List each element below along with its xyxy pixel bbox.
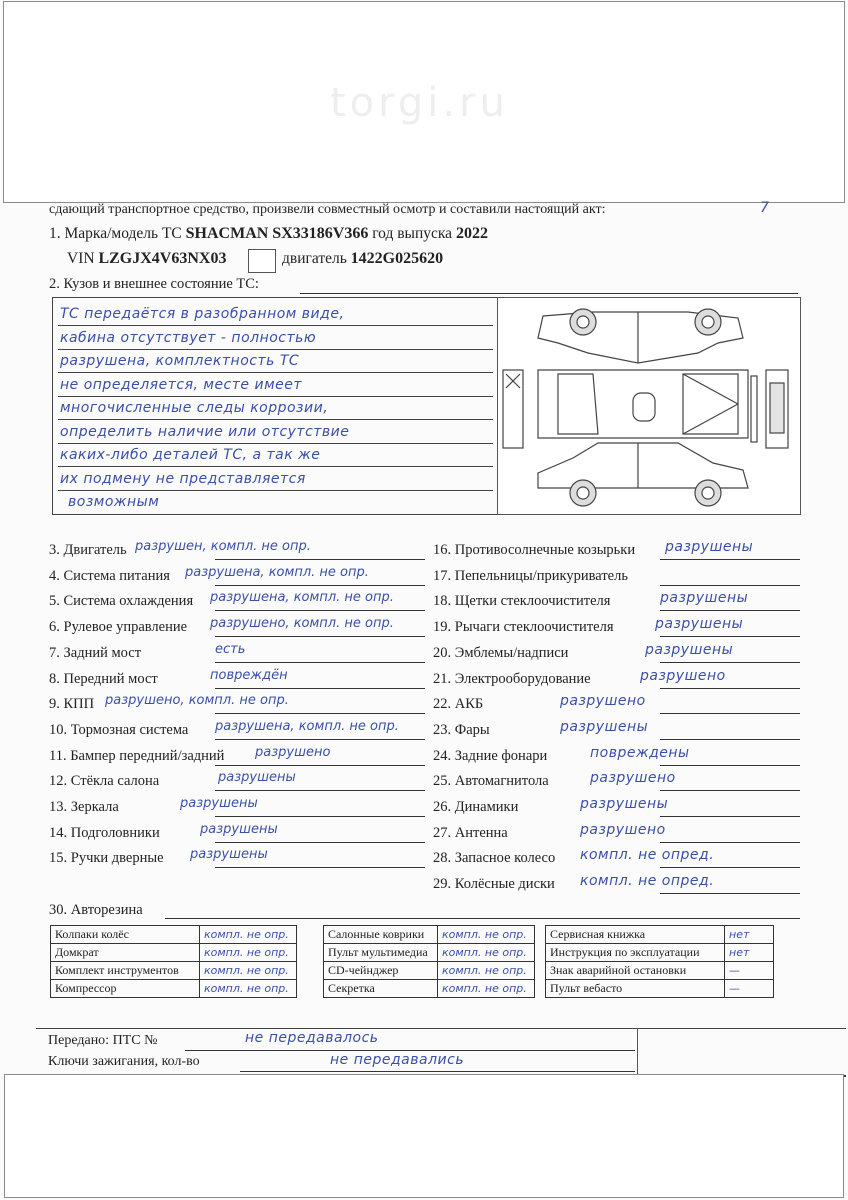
checklist-item-label: 9. КПП [49, 696, 95, 713]
accessory-value: — [725, 962, 774, 980]
checklist-item-value: повреждён [210, 667, 288, 683]
tires-label: 30. Авторезина [49, 902, 143, 918]
keys-label: Ключи зажигания, кол-во [48, 1054, 200, 1069]
accessory-label: Секретка [324, 980, 438, 998]
checklist-item-value: разрушено [560, 693, 646, 710]
vin-label: VIN [67, 250, 95, 267]
accessory-label: Пульт мультимедиа [324, 944, 438, 962]
accessory-value: компл. не опр. [438, 944, 535, 962]
accessory-label: Комплект инструментов [51, 962, 200, 980]
accessory-label: Сервисная книжка [546, 926, 725, 944]
checklist-item-label: 12. Стёкла салона [49, 773, 160, 790]
accessory-label: CD-чейнджер [324, 962, 438, 980]
checklist-item-value: разрушена, компл. не опр. [185, 564, 369, 580]
checklist-item-label: 20. Эмблемы/надписи [433, 644, 569, 661]
checklist-item-value: разрушено [255, 744, 331, 760]
accessory-value: компл. не опр. [200, 962, 297, 980]
checklist-item-value: разрушены [200, 821, 278, 837]
pts-label: Передано: ПТС № [48, 1033, 158, 1048]
checklist-item-value: компл. не опред. [580, 873, 715, 890]
engine-row [282, 250, 443, 268]
checklist-item-label: 4. Система питания [49, 567, 170, 584]
accessory-label: Знак аварийной остановки [546, 962, 725, 980]
accessory-row [546, 980, 774, 998]
accessory-row [546, 962, 774, 980]
body-section-label: 2. Кузов и внешнее состояние ТС: [49, 276, 259, 292]
watermark: torgi.ru [330, 80, 509, 126]
accessory-value: — [725, 980, 774, 998]
year-value: 2022 [455, 225, 488, 242]
checklist-item-label: 11. Бампер передний/задний [49, 747, 225, 764]
accessory-row [51, 944, 297, 962]
keys-value: не передавались [330, 1052, 465, 1068]
body-note-line: каких-либо деталей ТС, а так же [60, 447, 321, 463]
accessories-table-1 [50, 925, 297, 998]
checklist-item-label: 18. Щетки стеклоочистителя [433, 593, 611, 610]
accessory-value: компл. не опр. [200, 944, 297, 962]
checklist-item-label: 25. Автомагнитола [433, 773, 549, 790]
accessory-value: нет [725, 944, 774, 962]
body-note-line: разрушена, комплектность ТС [60, 353, 300, 369]
accessory-label: Домкрат [51, 944, 200, 962]
accessory-label: Колпаки колёс [51, 926, 200, 944]
body-note-line: возможным [68, 494, 160, 510]
checklist-item-label: 17. Пепельницы/прикуриватель [433, 567, 628, 584]
accessory-value: компл. не опр. [438, 962, 535, 980]
accessory-value: компл. не опр. [200, 926, 297, 944]
body-note-line: определить наличие или отсутствие [60, 423, 350, 440]
accessory-value: компл. не опр. [200, 980, 297, 998]
checklist-item-label: 13. Зеркала [49, 799, 119, 815]
accessory-value: компл. не опр. [438, 926, 535, 944]
checklist-item-value: разрушены [218, 770, 296, 786]
checklist-item-label: 28. Запасное колесо [433, 850, 556, 867]
checklist-item-label: 3. Двигатель [49, 542, 127, 558]
checklist-item-label: 21. Электрооборудование [433, 670, 591, 687]
body-note-line: кабина отсутствует - полностью [60, 329, 317, 346]
vin-redacted-box [248, 249, 276, 273]
accessory-row [324, 980, 535, 998]
checklist-item-label: 19. Рычаги стеклоочистителя [433, 619, 614, 636]
checklist-item-label: 15. Ручки дверные [49, 850, 164, 867]
checklist-item-label: 26. Динамики [433, 799, 519, 815]
accessory-row [546, 926, 774, 944]
checklist-item-label: 24. Задние фонари [433, 747, 548, 764]
checklist-item-value: разрушены [665, 539, 754, 555]
accessory-label: Инструкция по эксплуатации [546, 944, 725, 962]
accessory-value: нет [725, 926, 774, 944]
make-label: 1. Марка/модель ТС [49, 225, 182, 242]
checklist-item-label: 27. Антенна [433, 824, 508, 841]
checklist-item-label: 16. Противосолнечные козырьки [433, 542, 636, 558]
intro-text: сдающий транспортное средство, произвели совместный осмотр и составили настоящий акт: [49, 202, 606, 217]
accessory-value: компл. не опр. [438, 980, 535, 998]
accessory-label: Компрессор [51, 980, 200, 998]
checklist-item-label: 7. Задний мост [49, 644, 142, 661]
vin-row [67, 250, 226, 268]
body-note-line: многочисленные следы коррозии, [60, 400, 329, 416]
checklist-item-value: разрушены [660, 590, 749, 607]
checklist-item-value: разрушены [580, 796, 669, 812]
intro-handwritten-mark: 7 [760, 200, 770, 216]
body-note-line: ТС передаётся в разобранном виде, [60, 306, 345, 322]
checklist-item-label: 22. АКБ [433, 696, 484, 713]
vin-value: LZGJX4V63NX03 [98, 250, 227, 267]
checklist-item-label: 8. Передний мост [49, 670, 158, 687]
engine-value: 1422G025620 [350, 250, 444, 267]
redacted-footer-area [4, 1074, 844, 1198]
pts-value: не передавалось [245, 1030, 379, 1046]
checklist-item-value: разрушена, компл. не опр. [215, 718, 399, 734]
accessory-row [324, 962, 535, 980]
checklist-item-value: разрушен, компл. не опр. [135, 539, 311, 554]
accessory-row [546, 944, 774, 962]
checklist-item-label: 23. Фары [433, 721, 490, 738]
body-note-line: не определяется, месте имеет [60, 376, 303, 393]
checklist-item-value: разрушено [580, 821, 666, 838]
checklist-item-value: разрушена, компл. не опр. [210, 590, 394, 606]
checklist-item-value: компл. не опред. [580, 847, 715, 864]
car-outline-icon [498, 298, 800, 514]
accessory-label: Салонные коврики [324, 926, 438, 944]
checklist-item-value: разрушено, компл. не опр. [210, 616, 394, 632]
checklist-item-value: разрушены [560, 718, 649, 735]
checklist-item-label: 5. Система охлаждения [49, 593, 194, 610]
accessory-row [51, 926, 297, 944]
body-note-line: их подмену не представляется [60, 470, 306, 487]
checklist-item-value: есть [215, 641, 246, 657]
vehicle-make-row [49, 225, 488, 243]
checklist-item-value: разрушены [645, 641, 734, 658]
checklist-item-value: разрушены [655, 616, 744, 633]
vehicle-damage-diagram [497, 297, 801, 515]
accessory-label: Пульт вебасто [546, 980, 725, 998]
checklist-item-label: 14. Подголовники [49, 824, 160, 841]
accessories-table-2 [323, 925, 535, 998]
checklist-item-value: разрушены [180, 796, 258, 811]
checklist-item-label: 10. Тормозная система [49, 721, 189, 738]
accessories-table-3 [545, 925, 774, 998]
accessory-row [51, 980, 297, 998]
checklist-item-value: разрушено [590, 770, 676, 787]
checklist-item-value: разрушены [190, 847, 268, 863]
checklist-item-value: повреждены [590, 744, 690, 761]
make-value: SHACMAN SX33186V366 [185, 225, 369, 242]
engine-label: двигатель [282, 250, 347, 267]
year-label: год выпуска [372, 225, 453, 242]
checklist-item-value: разрушено, компл. не опр. [105, 693, 289, 709]
accessory-row [324, 944, 535, 962]
checklist-item-label: 29. Колёсные диски [433, 876, 555, 893]
accessory-row [324, 926, 535, 944]
checklist-item-value: разрушено [640, 667, 726, 684]
checklist-item-label: 6. Рулевое управление [49, 619, 188, 636]
accessory-row [51, 962, 297, 980]
